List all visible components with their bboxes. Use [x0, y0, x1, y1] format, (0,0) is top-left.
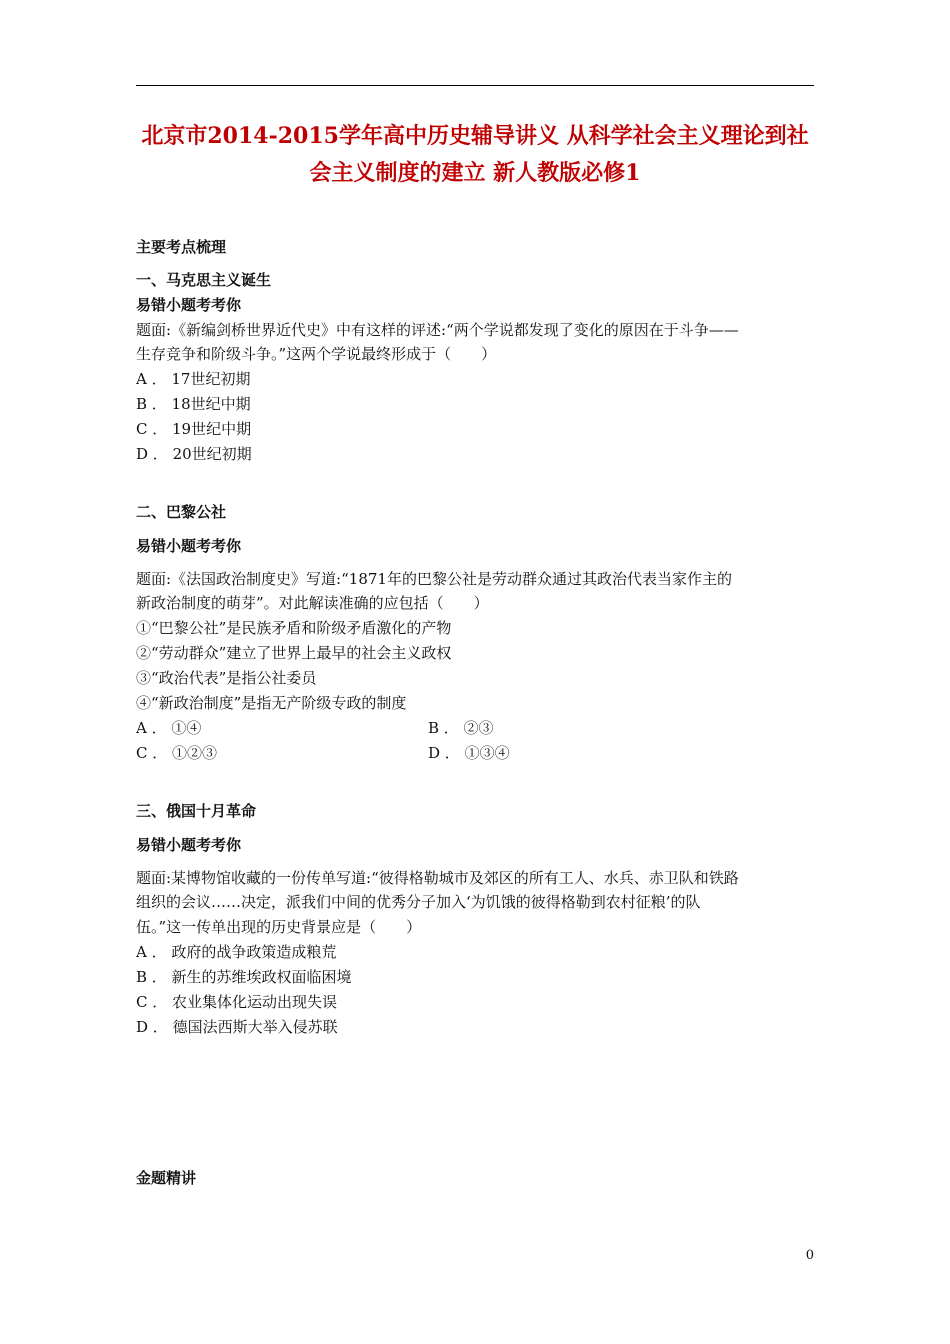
section-1-option-d: D ． 20世纪初期 — [136, 445, 252, 463]
page-number: 0 — [805, 1248, 814, 1263]
section-3-option-a: A ． 政府的战争政策造成粮荒 — [136, 943, 337, 961]
section-3-option-d: D ． 德国法西斯大举入侵苏联 — [136, 1018, 338, 1036]
section-2-option-a: A ． ①④ — [136, 719, 202, 737]
section-3-heading: 三、俄国十月革命 — [136, 802, 257, 820]
overview-heading: 主要考点梳理 — [136, 238, 227, 256]
section-2-heading: 二、巴黎公社 — [136, 503, 227, 521]
section-2-question-line-2: 新政治制度的萌芽”。对此解读准确的应包括（ ） — [136, 594, 489, 612]
section-3-subheading: 易错小题考考你 — [136, 836, 242, 854]
title-line-1: 北京市2014-2015学年高中历史辅导讲义 从科学社会主义理论到社 — [141, 123, 809, 149]
section-1-heading: 一、马克思主义诞生 — [136, 271, 272, 289]
section-2-statement-2: ②“劳动群众”建立了世界上最早的社会主义政权 — [136, 644, 452, 662]
section-1-option-b: B ． 18世纪中期 — [136, 395, 251, 413]
section-1-option-c: C ． 19世纪中期 — [136, 420, 252, 438]
section-3-question-line-1: 题面:某博物馆收藏的一份传单写道:“彼得格勒城市及郊区的所有工人、水兵、赤卫队和铁路 — [136, 869, 739, 887]
section-2-statement-1: ①“巴黎公社”是民族矛盾和阶级矛盾激化的产物 — [136, 619, 452, 637]
section-3-option-b: B ． 新生的苏维埃政权面临困境 — [136, 968, 352, 986]
section-2-statement-4: ④“新政治制度”是指无产阶级专政的制度 — [136, 694, 407, 712]
section-1-question-line-1: 题面:《新编剑桥世界近代史》中有这样的评述:“两个学说都发现了变化的原因在于斗争—— — [136, 321, 739, 339]
section-1-question-line-2: 生存竞争和阶级斗争。”这两个学说最终形成于（ ） — [136, 345, 497, 363]
section-2-option-b: B ． ②③ — [428, 719, 494, 737]
section-3-option-c: C ． 农业集体化运动出现失误 — [136, 993, 338, 1011]
section-2-option-c: C ． ①②③ — [136, 744, 218, 762]
section-3-question-line-3: 伍。”这一传单出现的历史背景应是（ ） — [136, 918, 422, 936]
section-1-option-a: A ． 17世纪初期 — [136, 370, 251, 388]
section-2-subheading: 易错小题考考你 — [136, 537, 242, 555]
section-2-question-line-1: 题面:《法国政治制度史》写道:“1871年的巴黎公社是劳动群众通过其政治代表当家作主的 — [136, 570, 732, 588]
section-1-subheading: 易错小题考考你 — [136, 296, 242, 314]
section-3-question-line-2: 组织的会议……决定，派我们中间的优秀分子加入‘为饥饿的彼得格勒到农村征粮’的队 — [136, 893, 701, 911]
header-rule — [136, 85, 814, 86]
jinti-heading: 金题精讲 — [136, 1169, 197, 1187]
title-line-2: 会主义制度的建立 新人教版必修1 — [309, 160, 641, 186]
section-2-statement-3: ③“政治代表”是指公社委员 — [136, 669, 317, 687]
section-2-option-d: D ． ①③④ — [428, 744, 510, 762]
document-title — [136, 118, 814, 192]
